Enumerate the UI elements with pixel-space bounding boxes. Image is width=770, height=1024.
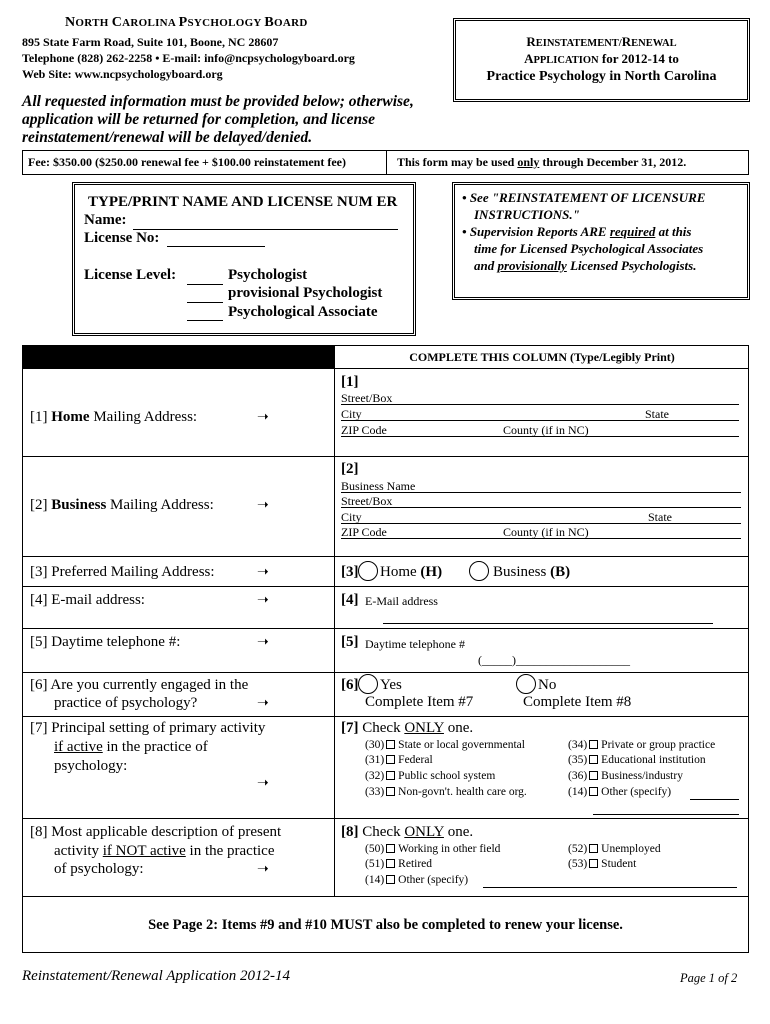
item-6-num: [6] — [341, 677, 359, 693]
no-next-item: Complete Item #8 — [523, 694, 632, 710]
item-7-check-only: [7] Check ONLY one. — [341, 720, 474, 736]
name-box-heading: TYPE/PRINT NAME AND LICENSE NUM ER — [88, 194, 398, 210]
column-divider — [334, 345, 335, 897]
right-arrow-icon: ➝ — [257, 776, 269, 791]
item-5-num: [5] — [341, 634, 359, 650]
state-label: State — [648, 510, 672, 524]
item-7-option-14[interactable]: (14) Other (specify) — [568, 786, 672, 798]
item-2-num: [2] — [341, 461, 359, 477]
state-label: State — [645, 407, 669, 421]
no-radio[interactable] — [516, 674, 536, 694]
board-phone-email: Telephone (828) 262-2258 • E-mail: info@ncpsychologyboard.org — [22, 51, 355, 65]
item-7-option-34[interactable]: (34) Private or group practice — [568, 739, 716, 751]
item-7-other-field-2[interactable] — [593, 814, 739, 815]
page2-note: See Page 2: Items #9 and #10 MUST also be completed to renew your license. — [148, 917, 623, 933]
item-4-num: [4] — [341, 592, 359, 608]
item-7-option-33[interactable]: (33) Non-govn't. health care org. — [365, 786, 527, 798]
item-1-label: [1] Home Mailing Address: — [30, 409, 198, 425]
right-arrow-icon: ➝ — [257, 565, 269, 580]
item-3-label: [3] Preferred Mailing Address: — [30, 564, 215, 580]
column-header: COMPLETE THIS COLUMN (Type/Legibly Print) — [409, 350, 675, 364]
zip-label: ZIP Code — [341, 423, 387, 437]
checkbox-icon[interactable] — [589, 755, 598, 764]
item-7-other-field[interactable] — [690, 799, 739, 800]
checkbox-icon[interactable] — [386, 844, 395, 853]
phone-field[interactable]: (_____)___________________ — [478, 653, 630, 667]
license-no-label: License No: — [84, 230, 160, 246]
yes-next-item: Complete Item #7 — [365, 694, 474, 710]
county-label: County (if in NC) — [503, 525, 589, 539]
yes-label: Yes — [380, 677, 402, 693]
title-line-3: Practice Psychology in North Carolina — [486, 69, 717, 84]
right-arrow-icon: ➝ — [257, 498, 269, 513]
level-provisional: provisional Psychologist — [228, 285, 383, 301]
item-8-option-51[interactable]: (51) Retired — [365, 858, 433, 870]
email-label: E-Mail address — [365, 594, 438, 608]
item-5-label: [5] Daytime telephone #: — [30, 634, 181, 650]
table-header-black — [22, 345, 334, 369]
checkbox-icon[interactable] — [386, 771, 395, 780]
yes-radio[interactable] — [358, 674, 378, 694]
item-7-option-31[interactable]: (31) Federal — [365, 754, 433, 766]
home-option-label: Home (H) — [380, 564, 443, 580]
name-label: Name: — [84, 212, 127, 228]
item-8-option-52[interactable]: (52) Unemployed — [568, 843, 661, 855]
name-field[interactable] — [133, 229, 398, 230]
item-8-label-3: of psychology: — [54, 861, 144, 877]
license-no-field[interactable] — [167, 246, 265, 247]
item-7-option-35[interactable]: (35) Educational institution — [568, 754, 706, 766]
item-8-option-50[interactable]: (50) Working in other field — [365, 843, 501, 855]
item-7-option-30[interactable]: (30) State or local governmental — [365, 739, 525, 751]
level-associate-blank[interactable] — [187, 320, 223, 321]
business-zip-field[interactable] — [341, 538, 741, 539]
home-zip-field[interactable] — [341, 436, 739, 437]
title-line-2: APPLICATION for 2012-14 to — [524, 51, 679, 66]
notice-line-2: application will be returned for completion, and license — [22, 111, 376, 128]
note-bullet-1: • See "REINSTATEMENT OF LICENSURE INSTRUCTIONS." • Supervision Reports ARE required at this time for Licensed Psychological Associates and provisionally Licensed Psychologists. — [462, 190, 706, 273]
right-arrow-icon: ➝ — [257, 862, 269, 877]
item-8-other-field[interactable] — [483, 887, 737, 888]
home-radio[interactable] — [358, 561, 378, 581]
business-option-label: Business (B) — [493, 564, 571, 580]
checkbox-icon[interactable] — [589, 844, 598, 853]
item-7-label-3: psychology: — [54, 758, 128, 774]
fee-text: Fee: $350.00 ($250.00 renewal fee + $100.00 reinstatement fee) — [28, 155, 346, 169]
email-field[interactable] — [383, 623, 713, 624]
item-7-label-1: [7] Principal setting of primary activity — [30, 720, 266, 736]
right-arrow-icon: ➝ — [257, 593, 269, 608]
business-name-field[interactable] — [341, 492, 741, 493]
business-city-field[interactable] — [341, 523, 741, 524]
board-website: Web Site: www.ncpsychologyboard.org — [22, 67, 223, 81]
item-8-label-1: [8] Most applicable description of present — [30, 824, 282, 840]
notice-line-1: All requested information must be provided below; otherwise, — [22, 93, 414, 110]
item-2-label: [2] Business Mailing Address: — [30, 497, 214, 513]
footer-left: Reinstatement/Renewal Application 2012-14 — [22, 968, 291, 984]
footer-page-number: Page 1 of 2 — [680, 971, 738, 985]
item-8-label-2: activity if NOT active in the practice — [54, 843, 275, 859]
business-name-label: Business Name — [341, 479, 416, 493]
street-box-label: Street/Box — [341, 391, 393, 405]
checkbox-icon[interactable] — [589, 771, 598, 780]
board-address: 895 State Farm Road, Suite 101, Boone, NC 28607 — [22, 35, 279, 49]
item-8-option-53[interactable]: (53) Student — [568, 858, 637, 870]
license-level-label: License Level: — [84, 267, 177, 283]
level-provisional-blank[interactable] — [187, 302, 223, 303]
street-box-label: Street/Box — [341, 494, 393, 508]
city-label: City — [341, 407, 362, 421]
level-associate: Psychological Associate — [228, 304, 378, 320]
home-street-field[interactable] — [341, 404, 739, 405]
right-arrow-icon: ➝ — [257, 410, 269, 425]
item-8-option-14[interactable]: (14) Other (specify) — [365, 874, 469, 886]
checkbox-icon[interactable] — [386, 755, 395, 764]
item-7-label-2: if active in the practice of — [54, 739, 208, 755]
checkbox-icon[interactable] — [386, 875, 395, 884]
right-arrow-icon: ➝ — [257, 696, 269, 711]
home-city-field[interactable] — [341, 420, 739, 421]
notice-line-3: reinstatement/renewal will be delayed/denied. — [22, 129, 313, 146]
item-4-label: [4] E-mail address: — [30, 592, 145, 608]
checkbox-icon[interactable] — [386, 740, 395, 749]
level-psychologist: Psychologist — [228, 267, 308, 283]
right-arrow-icon: ➝ — [257, 635, 269, 650]
no-label: No — [538, 677, 557, 693]
board-name: NORTH CAROLINA PSYCHOLOGY BOARD — [65, 15, 308, 30]
form-use-text: This form may be used only through December 31, 2012. — [397, 155, 687, 169]
city-label: City — [341, 510, 362, 524]
item-6-label-2: practice of psychology? — [54, 695, 198, 711]
item-7-option-32[interactable]: (32) Public school system — [365, 770, 496, 782]
item-1-num: [1] — [341, 374, 359, 390]
checkbox-icon[interactable] — [589, 740, 598, 749]
item-6-label-1: [6] Are you currently engaged in the — [30, 677, 249, 693]
item-3-num: [3] — [341, 564, 359, 580]
zip-label: ZIP Code — [341, 525, 387, 539]
checkbox-icon[interactable] — [386, 787, 395, 796]
level-psychologist-blank[interactable] — [187, 284, 223, 285]
checkbox-icon[interactable] — [589, 787, 598, 796]
checkbox-icon[interactable] — [386, 859, 395, 868]
phone-label: Daytime telephone # — [365, 637, 465, 651]
county-label: County (if in NC) — [503, 423, 589, 437]
item-8-check-only: [8] Check ONLY one. — [341, 824, 474, 840]
title-line-1: REINSTATEMENT/RENEWAL — [526, 34, 677, 49]
business-street-field[interactable] — [341, 507, 741, 508]
business-radio[interactable] — [469, 561, 489, 581]
checkbox-icon[interactable] — [589, 859, 598, 868]
item-7-option-36[interactable]: (36) Business/industry — [568, 770, 683, 782]
